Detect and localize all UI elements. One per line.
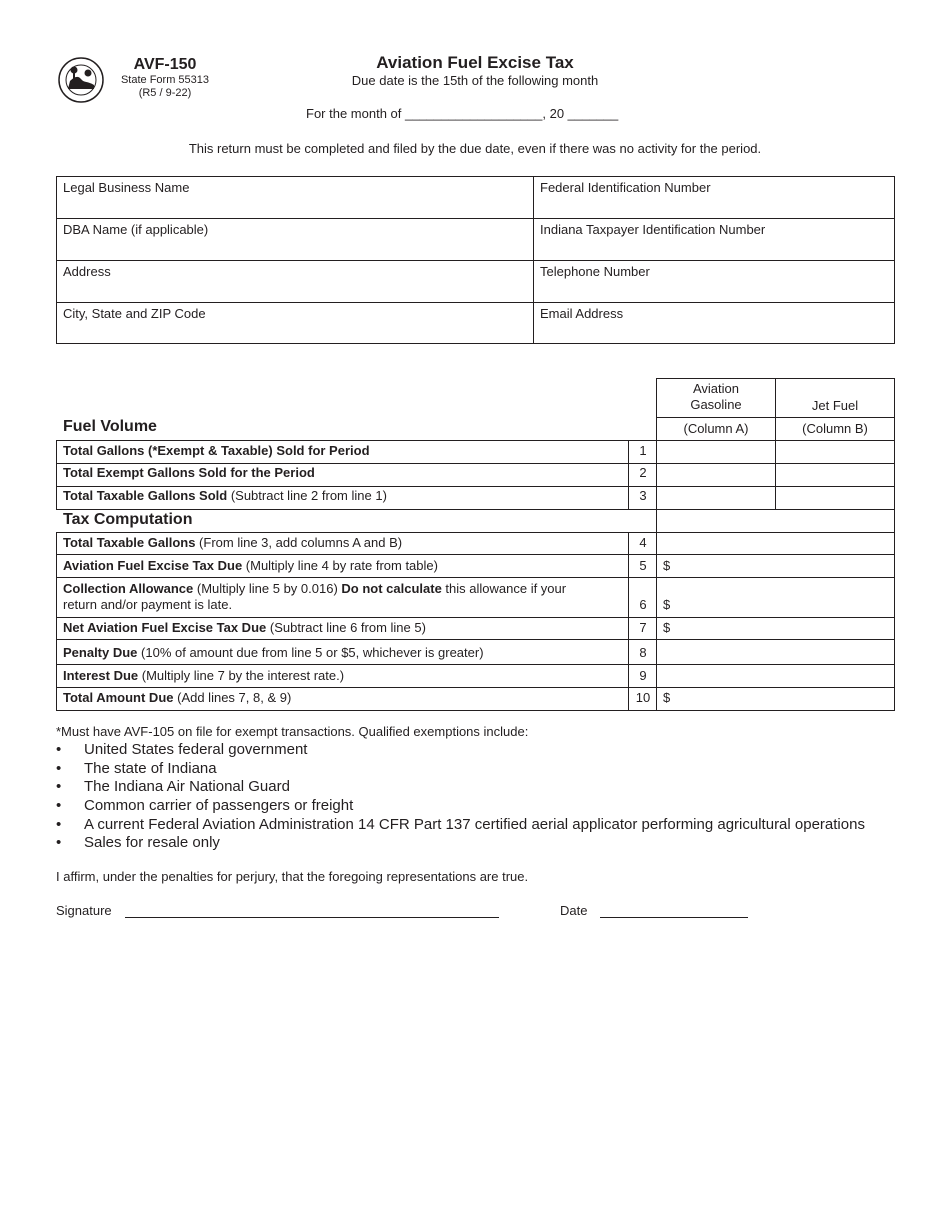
line-8-note: (10% of amount due from line 5 or $5, whichever is greater) [137,645,484,660]
line-10-label [63,690,291,706]
column-a-title [657,381,775,413]
line-2-bold: Total Exempt Gallons Sold for the Period [63,465,315,480]
line-number: 8 [639,645,647,660]
column-a-title-line1: Aviation [692,381,739,396]
list-item-text: United States federal government [84,741,308,758]
line-3-column-b-input[interactable] [776,487,894,509]
line-number: 6 [639,597,647,612]
telephone-field[interactable] [534,261,894,302]
fuel-volume-heading: Fuel Volume [63,418,157,435]
city-state-zip-field[interactable] [57,303,533,344]
line-6-label [63,581,566,613]
line-6-note-2: this allowance if your [441,581,567,596]
column-a-label: (Column A) [683,421,749,436]
line-10-note: (Add lines 7, 8, & 9) [173,690,292,705]
line-10-bold: Total Amount Due [63,690,174,705]
line-5-bold: Aviation Fuel Excise Tax Due [63,558,243,573]
date-label: Date [560,903,588,918]
list-item-text: The state of Indiana [84,759,217,777]
list-item-text: Sales for resale only [84,834,220,852]
line-3-column-a-input[interactable] [657,487,775,509]
list-item-text: Common carrier of passengers or freight [84,797,354,815]
line-6-note: (Multiply line 5 by 0.016) [193,581,342,596]
list-item-text: The Indiana Air National Guard [84,778,290,796]
line-7-bold: Net Aviation Fuel Excise Tax Due [63,620,267,635]
telephone-label: Telephone Number [540,264,650,279]
column-a-title-line2: Gasoline [690,397,742,412]
line-5-note: (Multiply line 4 by rate from table) [242,558,438,573]
bullet-icon: • [56,834,62,852]
address-label: Address [63,264,111,279]
line-number: 1 [639,443,647,458]
line-number: 4 [639,535,647,550]
bullet-icon: • [56,759,62,777]
line-2-label [63,465,315,481]
line-9-note: (Multiply line 7 by the interest rate.) [138,668,345,683]
page-title: Aviation Fuel Excise Tax [376,53,574,72]
line-number: 9 [639,668,647,683]
form-revision: (R5 / 9-22) [138,87,192,99]
city-state-zip-label: City, State and ZIP Code [63,306,206,321]
line-7-label [63,620,426,636]
line-10-input[interactable] [657,688,894,710]
line-2-column-a-input[interactable] [657,464,775,486]
email-field[interactable] [534,303,894,344]
line-6-bold: Collection Allowance [63,581,194,596]
line-number: 7 [639,620,647,635]
bullet-icon: • [56,815,62,833]
line-2-column-b-input[interactable] [776,464,894,486]
line-1-column-a-input[interactable] [657,441,775,463]
currency-symbol: $ [663,690,671,705]
line-4-label [63,535,402,551]
taxpayer-id-label: Indiana Taxpayer Identification Number [540,222,766,237]
email-label: Email Address [540,306,624,321]
line-9-input[interactable] [657,665,894,687]
currency-symbol: $ [663,558,671,573]
line-8-bold: Penalty Due [63,645,138,660]
legal-business-name-field[interactable] [57,177,533,218]
line-number: 10 [635,690,651,705]
state-form-number: State Form 55313 [120,74,210,86]
line-6-note-3: return and/or payment is late. [63,597,233,612]
line-4-input[interactable] [657,533,894,554]
line-number: 2 [639,465,647,480]
line-1-column-b-input[interactable] [776,441,894,463]
dba-name-label: DBA Name (if applicable) [63,222,209,237]
line-4-note: (From line 3, add columns A and B) [195,535,403,550]
tax-computation-table [56,378,896,711]
form-code: AVF-150 [133,56,197,73]
address-field[interactable] [57,261,533,302]
bullet-icon: • [56,797,62,815]
column-b-title: Jet Fuel [811,398,859,413]
signature-field[interactable] [125,917,499,918]
currency-symbol: $ [663,597,671,612]
due-date-text: Due date is the 15th of the following month [351,73,599,88]
line-3-note: (Subtract line 2 from line 1) [227,488,387,503]
column-b-label: (Column B) [802,421,868,436]
line-5-input[interactable] [657,555,894,577]
exemptions-footnote: *Must have AVF-105 on file for exempt transactions. Qualified exemptions include: [56,724,529,739]
line-number: 3 [639,488,647,503]
line-3-bold: Total Taxable Gallons Sold [63,488,228,503]
line-1-label [63,443,370,459]
line-7-input[interactable] [657,618,894,639]
line-1-bold: Total Gallons (*Exempt & Taxable) Sold for Period [63,443,370,458]
line-6-warning: Do not calculate [341,581,442,596]
taxpayer-identification-grid [56,176,895,344]
taxpayer-id-field[interactable] [534,219,894,260]
date-field[interactable] [600,917,748,918]
filing-notice: This return must be completed and filed by the due date, even if there was no activity for the period. [188,141,762,156]
bullet-icon: • [56,778,62,796]
dba-name-field[interactable] [57,219,533,260]
line-3-label [63,488,387,504]
line-4-bold: Total Taxable Gallons [63,535,196,550]
federal-id-field[interactable] [534,177,894,218]
federal-id-label: Federal Identification Number [540,180,711,195]
line-7-note: (Subtract line 6 from line 5) [266,620,426,635]
bullet-icon: • [56,741,62,758]
title-block [275,53,675,89]
indiana-state-seal-icon [58,57,104,103]
line-number: 5 [639,558,647,573]
affirmation-text: I affirm, under the penalties for perjury, that the foregoing representations are true. [56,869,529,884]
line-8-input[interactable] [657,640,894,664]
line-5-label [63,558,438,574]
month-field[interactable]: For the month of ___________________, 20 _______ [306,106,619,121]
form-identifier [110,56,220,100]
line-8-label [63,645,484,661]
list-item-text: A current Federal Aviation Administration 14 CFR Part 137 certified aerial applicator performing agricultural operations [84,815,865,833]
line-6-input[interactable] [657,578,894,617]
legal-business-name-label: Legal Business Name [63,180,190,195]
tax-computation-heading: Tax Computation [63,511,193,528]
line-9-label [63,668,344,684]
line-9-bold: Interest Due [63,668,139,683]
currency-symbol: $ [663,620,671,635]
signature-label: Signature [56,903,112,918]
